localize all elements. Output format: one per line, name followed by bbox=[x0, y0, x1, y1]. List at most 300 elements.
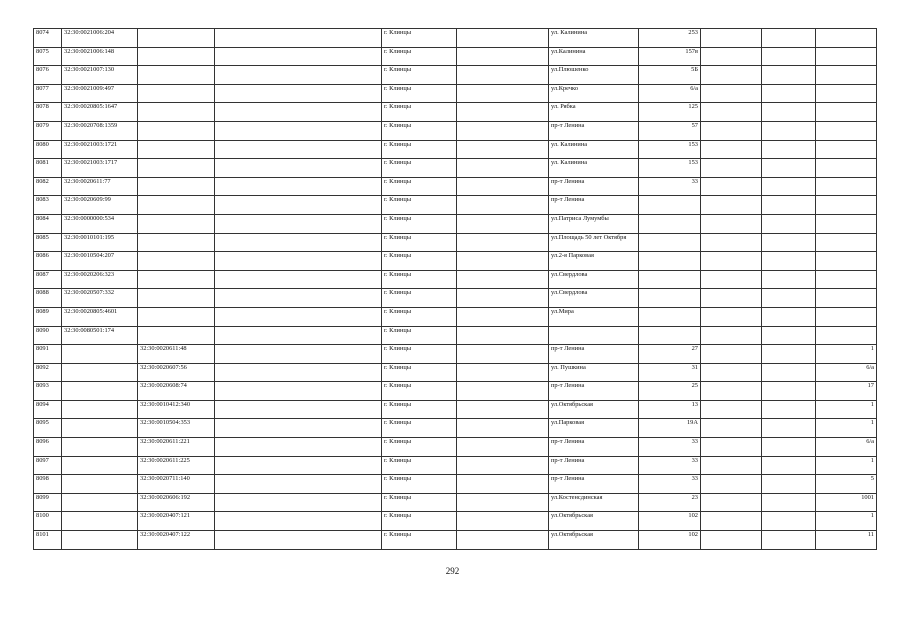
apartment-number-cell bbox=[816, 270, 877, 289]
apartment-number-cell bbox=[816, 252, 877, 271]
empty-cell bbox=[457, 214, 549, 233]
row-number-cell: 8095 bbox=[34, 419, 62, 438]
cadastral-number-alt-cell bbox=[138, 47, 215, 66]
empty-cell bbox=[215, 307, 382, 326]
empty-cell bbox=[762, 140, 816, 159]
table-row bbox=[34, 475, 877, 494]
empty-cell bbox=[215, 233, 382, 252]
city-cell: г. Клинцы bbox=[382, 345, 457, 364]
empty-cell bbox=[215, 252, 382, 271]
house-number-cell: 33 bbox=[639, 475, 701, 494]
cadastral-number-alt-cell bbox=[138, 326, 215, 345]
house-number-cell bbox=[639, 307, 701, 326]
house-number-cell bbox=[639, 196, 701, 215]
table-row bbox=[34, 159, 877, 178]
empty-cell bbox=[701, 363, 762, 382]
empty-cell bbox=[762, 307, 816, 326]
apartment-number-cell bbox=[816, 214, 877, 233]
empty-cell bbox=[215, 363, 382, 382]
empty-cell bbox=[762, 345, 816, 364]
cadastral-number-alt-cell bbox=[138, 66, 215, 85]
street-cell: ул.Свердлова bbox=[549, 289, 639, 308]
empty-cell bbox=[762, 84, 816, 103]
cadastral-number-alt-cell bbox=[138, 29, 215, 48]
city-cell: г. Клинцы bbox=[382, 196, 457, 215]
empty-cell bbox=[457, 456, 549, 475]
empty-cell bbox=[457, 493, 549, 512]
row-number-cell: 8093 bbox=[34, 382, 62, 401]
row-number-cell: 8080 bbox=[34, 140, 62, 159]
table-row bbox=[34, 438, 877, 457]
empty-cell bbox=[215, 47, 382, 66]
empty-cell bbox=[701, 196, 762, 215]
cadastral-number-cell: 32:30:0000000:534 bbox=[62, 214, 138, 233]
empty-cell bbox=[762, 419, 816, 438]
city-cell: г. Клинцы bbox=[382, 252, 457, 271]
cadastral-number-alt-cell: 32:30:0020407:121 bbox=[138, 512, 215, 531]
city-cell: г. Клинцы bbox=[382, 159, 457, 178]
table-row bbox=[34, 103, 877, 122]
street-cell: ул.Кречко bbox=[549, 84, 639, 103]
cadastral-number-alt-cell: 32:30:0020407:122 bbox=[138, 531, 215, 550]
apartment-number-cell bbox=[816, 66, 877, 85]
empty-cell bbox=[701, 400, 762, 419]
empty-cell bbox=[762, 177, 816, 196]
row-number-cell: 8094 bbox=[34, 400, 62, 419]
empty-cell bbox=[457, 289, 549, 308]
street-cell: ул.Октябрьская bbox=[549, 400, 639, 419]
apartment-number-cell bbox=[816, 140, 877, 159]
cadastral-number-cell: 32:30:0021003:1717 bbox=[62, 159, 138, 178]
city-cell: г. Клинцы bbox=[382, 214, 457, 233]
empty-cell bbox=[701, 345, 762, 364]
table-row bbox=[34, 47, 877, 66]
empty-cell bbox=[215, 84, 382, 103]
empty-cell bbox=[215, 345, 382, 364]
row-number-cell: 8096 bbox=[34, 438, 62, 457]
street-cell: ул.Октябрьская bbox=[549, 531, 639, 550]
apartment-number-cell bbox=[816, 289, 877, 308]
empty-cell bbox=[215, 475, 382, 494]
row-number-cell: 8097 bbox=[34, 456, 62, 475]
street-cell: ул.2-я Парковая bbox=[549, 252, 639, 271]
empty-cell bbox=[762, 512, 816, 531]
empty-cell bbox=[457, 103, 549, 122]
empty-cell bbox=[762, 289, 816, 308]
apartment-number-cell bbox=[816, 29, 877, 48]
city-cell: г. Клинцы bbox=[382, 233, 457, 252]
cadastral-number-cell bbox=[62, 531, 138, 550]
cadastral-number-alt-cell: 32:30:0020606:192 bbox=[138, 493, 215, 512]
cadastral-number-cell bbox=[62, 363, 138, 382]
city-cell: г. Клинцы bbox=[382, 307, 457, 326]
empty-cell bbox=[457, 307, 549, 326]
table-row bbox=[34, 307, 877, 326]
street-cell bbox=[549, 326, 639, 345]
apartment-number-cell bbox=[816, 326, 877, 345]
house-number-cell: 33 bbox=[639, 438, 701, 457]
cadastral-number-alt-cell: 32:30:0020608:74 bbox=[138, 382, 215, 401]
city-cell: г. Клинцы bbox=[382, 140, 457, 159]
table-row bbox=[34, 419, 877, 438]
house-number-cell: 102 bbox=[639, 512, 701, 531]
empty-cell bbox=[701, 493, 762, 512]
row-number-cell: 8082 bbox=[34, 177, 62, 196]
empty-cell bbox=[701, 512, 762, 531]
empty-cell bbox=[701, 29, 762, 48]
empty-cell bbox=[701, 140, 762, 159]
empty-cell bbox=[701, 84, 762, 103]
table-row bbox=[34, 326, 877, 345]
table-row bbox=[34, 363, 877, 382]
street-cell: пр-т Ленина bbox=[549, 456, 639, 475]
cadastral-number-cell bbox=[62, 419, 138, 438]
street-cell: ул.Площадь 50 лет Октября bbox=[549, 233, 639, 252]
empty-cell bbox=[457, 400, 549, 419]
empty-cell bbox=[215, 159, 382, 178]
empty-cell bbox=[215, 140, 382, 159]
apartment-number-cell: 6/а bbox=[816, 438, 877, 457]
empty-cell bbox=[215, 121, 382, 140]
row-number-cell: 8085 bbox=[34, 233, 62, 252]
cadastral-number-alt-cell: 32:30:0010412:340 bbox=[138, 400, 215, 419]
empty-cell bbox=[762, 270, 816, 289]
empty-cell bbox=[762, 252, 816, 271]
empty-cell bbox=[762, 103, 816, 122]
cadastral-number-cell: 32:30:0020708:1359 bbox=[62, 121, 138, 140]
table-row bbox=[34, 512, 877, 531]
street-cell: ул.Парковая bbox=[549, 419, 639, 438]
empty-cell bbox=[457, 29, 549, 48]
empty-cell bbox=[457, 438, 549, 457]
row-number-cell: 8081 bbox=[34, 159, 62, 178]
empty-cell bbox=[457, 345, 549, 364]
empty-cell bbox=[457, 196, 549, 215]
cadastral-number-alt-cell: 32:30:0020611:221 bbox=[138, 438, 215, 457]
cadastral-number-cell bbox=[62, 475, 138, 494]
empty-cell bbox=[701, 475, 762, 494]
cadastral-number-cell: 32:30:0021003:1721 bbox=[62, 140, 138, 159]
empty-cell bbox=[762, 475, 816, 494]
registry-table bbox=[33, 28, 877, 550]
row-number-cell: 8099 bbox=[34, 493, 62, 512]
empty-cell bbox=[762, 159, 816, 178]
empty-cell bbox=[762, 121, 816, 140]
cadastral-number-cell: 32:30:0021009:497 bbox=[62, 84, 138, 103]
table-row bbox=[34, 121, 877, 140]
street-cell: ул.Свердлова bbox=[549, 270, 639, 289]
street-cell: ул.Октябрьская bbox=[549, 512, 639, 531]
empty-cell bbox=[762, 66, 816, 85]
house-number-cell bbox=[639, 326, 701, 345]
empty-cell bbox=[457, 363, 549, 382]
empty-cell bbox=[215, 493, 382, 512]
row-number-cell: 8092 bbox=[34, 363, 62, 382]
street-cell: ул.Плюшенко bbox=[549, 66, 639, 85]
empty-cell bbox=[457, 66, 549, 85]
page-number: 292 bbox=[445, 566, 460, 576]
apartment-number-cell bbox=[816, 196, 877, 215]
row-number-cell: 8084 bbox=[34, 214, 62, 233]
empty-cell bbox=[701, 382, 762, 401]
row-number-cell: 8076 bbox=[34, 66, 62, 85]
empty-cell bbox=[215, 270, 382, 289]
empty-cell bbox=[701, 103, 762, 122]
empty-cell bbox=[701, 121, 762, 140]
table-row bbox=[34, 140, 877, 159]
street-cell: ул. Калинина bbox=[549, 29, 639, 48]
street-cell: ул. Калинина bbox=[549, 159, 639, 178]
empty-cell bbox=[215, 456, 382, 475]
row-number-cell: 8091 bbox=[34, 345, 62, 364]
cadastral-number-alt-cell bbox=[138, 84, 215, 103]
apartment-number-cell: 11 bbox=[816, 531, 877, 550]
table-row bbox=[34, 177, 877, 196]
cadastral-number-alt-cell bbox=[138, 252, 215, 271]
empty-cell bbox=[457, 121, 549, 140]
apartment-number-cell bbox=[816, 121, 877, 140]
apartment-number-cell bbox=[816, 177, 877, 196]
house-number-cell: 5Б bbox=[639, 66, 701, 85]
empty-cell bbox=[215, 419, 382, 438]
empty-cell bbox=[215, 400, 382, 419]
empty-cell bbox=[762, 363, 816, 382]
row-number-cell: 8101 bbox=[34, 531, 62, 550]
empty-cell bbox=[762, 214, 816, 233]
empty-cell bbox=[457, 252, 549, 271]
cadastral-number-cell: 32:30:0021007:130 bbox=[62, 66, 138, 85]
row-number-cell: 8088 bbox=[34, 289, 62, 308]
street-cell: ул.Мира bbox=[549, 307, 639, 326]
empty-cell bbox=[457, 233, 549, 252]
empty-cell bbox=[701, 159, 762, 178]
table-row bbox=[34, 289, 877, 308]
cadastral-number-cell bbox=[62, 512, 138, 531]
city-cell: г. Клинцы bbox=[382, 84, 457, 103]
cadastral-number-cell: 32:30:0021006:204 bbox=[62, 29, 138, 48]
empty-cell bbox=[457, 159, 549, 178]
street-cell: пр-т Ленина bbox=[549, 196, 639, 215]
row-number-cell: 8100 bbox=[34, 512, 62, 531]
city-cell: г. Клинцы bbox=[382, 66, 457, 85]
street-cell: ул.Калинина bbox=[549, 47, 639, 66]
empty-cell bbox=[762, 326, 816, 345]
street-cell: пр-т Ленина bbox=[549, 177, 639, 196]
empty-cell bbox=[701, 252, 762, 271]
cadastral-number-cell: 32:30:0020805:4601 bbox=[62, 307, 138, 326]
apartment-number-cell: 17 bbox=[816, 382, 877, 401]
cadastral-number-cell: 32:30:0010101:195 bbox=[62, 233, 138, 252]
cadastral-number-alt-cell bbox=[138, 307, 215, 326]
row-number-cell: 8077 bbox=[34, 84, 62, 103]
empty-cell bbox=[215, 382, 382, 401]
city-cell: г. Клинцы bbox=[382, 531, 457, 550]
cadastral-number-cell bbox=[62, 382, 138, 401]
table-row bbox=[34, 270, 877, 289]
house-number-cell bbox=[639, 252, 701, 271]
empty-cell bbox=[215, 214, 382, 233]
empty-cell bbox=[215, 66, 382, 85]
row-number-cell: 8098 bbox=[34, 475, 62, 494]
city-cell: г. Клинцы bbox=[382, 438, 457, 457]
table-row bbox=[34, 252, 877, 271]
cadastral-number-alt-cell bbox=[138, 214, 215, 233]
row-number-cell: 8078 bbox=[34, 103, 62, 122]
table-row bbox=[34, 382, 877, 401]
cadastral-number-alt-cell: 32:30:0020611:225 bbox=[138, 456, 215, 475]
table-row bbox=[34, 456, 877, 475]
empty-cell bbox=[457, 419, 549, 438]
city-cell: г. Клинцы bbox=[382, 512, 457, 531]
table-row bbox=[34, 233, 877, 252]
street-cell: пр-т Ленина bbox=[549, 475, 639, 494]
empty-cell bbox=[762, 382, 816, 401]
city-cell: г. Клинцы bbox=[382, 121, 457, 140]
city-cell: г. Клинцы bbox=[382, 400, 457, 419]
table-row bbox=[34, 196, 877, 215]
city-cell: г. Клинцы bbox=[382, 456, 457, 475]
cadastral-number-cell: 32:30:0020507:332 bbox=[62, 289, 138, 308]
city-cell: г. Клинцы bbox=[382, 493, 457, 512]
apartment-number-cell: 1 bbox=[816, 419, 877, 438]
house-number-cell: 153 bbox=[639, 159, 701, 178]
apartment-number-cell: 1 bbox=[816, 345, 877, 364]
cadastral-number-alt-cell bbox=[138, 233, 215, 252]
cadastral-number-alt-cell bbox=[138, 196, 215, 215]
city-cell: г. Клинцы bbox=[382, 363, 457, 382]
cadastral-number-cell bbox=[62, 438, 138, 457]
empty-cell bbox=[762, 493, 816, 512]
empty-cell bbox=[457, 512, 549, 531]
apartment-number-cell: 1 bbox=[816, 456, 877, 475]
apartment-number-cell bbox=[816, 47, 877, 66]
empty-cell bbox=[701, 214, 762, 233]
row-number-cell: 8090 bbox=[34, 326, 62, 345]
house-number-cell bbox=[639, 270, 701, 289]
house-number-cell bbox=[639, 233, 701, 252]
table-row bbox=[34, 400, 877, 419]
house-number-cell: 253 bbox=[639, 29, 701, 48]
apartment-number-cell bbox=[816, 84, 877, 103]
empty-cell bbox=[762, 400, 816, 419]
apartment-number-cell bbox=[816, 307, 877, 326]
empty-cell bbox=[762, 531, 816, 550]
row-number-cell: 8086 bbox=[34, 252, 62, 271]
house-number-cell: 25 bbox=[639, 382, 701, 401]
house-number-cell: 31 bbox=[639, 363, 701, 382]
house-number-cell: 13 bbox=[639, 400, 701, 419]
empty-cell bbox=[215, 177, 382, 196]
city-cell: г. Клинцы bbox=[382, 177, 457, 196]
house-number-cell bbox=[639, 214, 701, 233]
empty-cell bbox=[215, 512, 382, 531]
empty-cell bbox=[762, 456, 816, 475]
house-number-cell: 102 bbox=[639, 531, 701, 550]
cadastral-number-alt-cell bbox=[138, 140, 215, 159]
cadastral-number-cell: 32:30:0080501:174 bbox=[62, 326, 138, 345]
house-number-cell: 27 bbox=[639, 345, 701, 364]
empty-cell bbox=[701, 66, 762, 85]
empty-cell bbox=[701, 177, 762, 196]
table-row bbox=[34, 214, 877, 233]
empty-cell bbox=[762, 29, 816, 48]
empty-cell bbox=[215, 289, 382, 308]
house-number-cell: 23 bbox=[639, 493, 701, 512]
empty-cell bbox=[215, 438, 382, 457]
house-number-cell: 153 bbox=[639, 140, 701, 159]
city-cell: г. Клинцы bbox=[382, 382, 457, 401]
empty-cell bbox=[457, 270, 549, 289]
city-cell: г. Клинцы bbox=[382, 289, 457, 308]
house-number-cell: 19А bbox=[639, 419, 701, 438]
empty-cell bbox=[701, 233, 762, 252]
table-row bbox=[34, 84, 877, 103]
city-cell: г. Клинцы bbox=[382, 47, 457, 66]
empty-cell bbox=[762, 196, 816, 215]
cadastral-number-cell: 32:30:0020609:99 bbox=[62, 196, 138, 215]
city-cell: г. Клинцы bbox=[382, 103, 457, 122]
street-cell: ул. Калинина bbox=[549, 140, 639, 159]
empty-cell bbox=[457, 531, 549, 550]
empty-cell bbox=[215, 196, 382, 215]
street-cell: пр-т Ленина bbox=[549, 438, 639, 457]
apartment-number-cell: 1 bbox=[816, 512, 877, 531]
apartment-number-cell bbox=[816, 159, 877, 178]
empty-cell bbox=[457, 475, 549, 494]
cadastral-number-alt-cell bbox=[138, 289, 215, 308]
table-row bbox=[34, 29, 877, 48]
city-cell: г. Клинцы bbox=[382, 326, 457, 345]
cadastral-number-cell: 32:30:0021006:148 bbox=[62, 47, 138, 66]
empty-cell bbox=[701, 47, 762, 66]
house-number-cell: 57 bbox=[639, 121, 701, 140]
table-row bbox=[34, 531, 877, 550]
street-cell: ул.Костенсдинская bbox=[549, 493, 639, 512]
cadastral-number-cell bbox=[62, 456, 138, 475]
cadastral-number-alt-cell: 32:30:0020711:140 bbox=[138, 475, 215, 494]
cadastral-number-alt-cell bbox=[138, 270, 215, 289]
empty-cell bbox=[701, 419, 762, 438]
cadastral-number-cell: 32:30:0010504:207 bbox=[62, 252, 138, 271]
empty-cell bbox=[701, 438, 762, 457]
row-number-cell: 8074 bbox=[34, 29, 62, 48]
cadastral-number-alt-cell: 32:30:0020607:56 bbox=[138, 363, 215, 382]
city-cell: г. Клинцы bbox=[382, 475, 457, 494]
row-number-cell: 8083 bbox=[34, 196, 62, 215]
house-number-cell: 125 bbox=[639, 103, 701, 122]
cadastral-number-alt-cell bbox=[138, 103, 215, 122]
empty-cell bbox=[215, 103, 382, 122]
empty-cell bbox=[701, 270, 762, 289]
empty-cell bbox=[762, 438, 816, 457]
cadastral-number-alt-cell: 32:30:0010504:353 bbox=[138, 419, 215, 438]
empty-cell bbox=[457, 140, 549, 159]
row-number-cell: 8087 bbox=[34, 270, 62, 289]
empty-cell bbox=[701, 456, 762, 475]
city-cell: г. Клинцы bbox=[382, 270, 457, 289]
empty-cell bbox=[215, 531, 382, 550]
house-number-cell: 6/а bbox=[639, 84, 701, 103]
city-cell: г. Клинцы bbox=[382, 419, 457, 438]
empty-cell bbox=[457, 382, 549, 401]
street-cell: ул.Патриса Лумумбы bbox=[549, 214, 639, 233]
street-cell: пр-т Ленина bbox=[549, 345, 639, 364]
apartment-number-cell bbox=[816, 103, 877, 122]
empty-cell bbox=[215, 29, 382, 48]
street-cell: ул. Рябка bbox=[549, 103, 639, 122]
apartment-number-cell: 1001 bbox=[816, 493, 877, 512]
table-row bbox=[34, 493, 877, 512]
